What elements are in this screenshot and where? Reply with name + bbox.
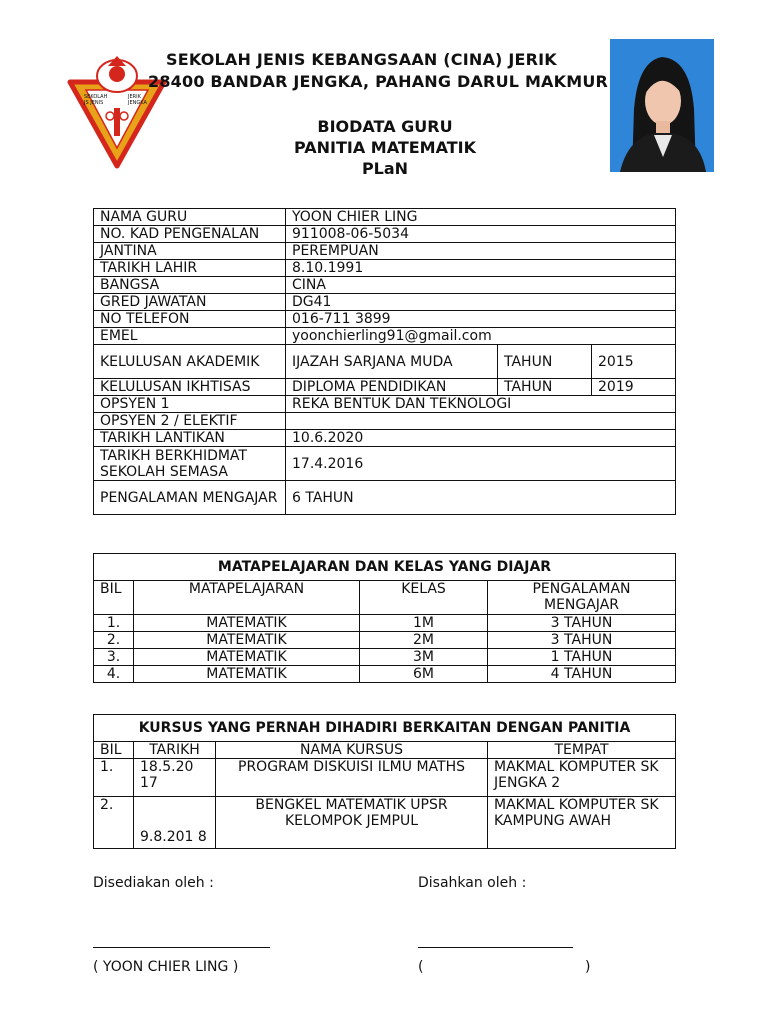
title-panitia: PANITIA MATEMATIK [293, 138, 477, 157]
detail-label: TARIKH BERKHIDMAT SEKOLAH SEMASA [94, 447, 286, 481]
detail-value: CINA [286, 277, 676, 294]
approved-close-paren: ) [585, 959, 591, 975]
subject-cell: 4. [94, 666, 134, 683]
detail-label: BANGSA [94, 277, 286, 294]
title-biodata: BIODATA GURU [317, 117, 453, 136]
detail-row [94, 447, 676, 481]
courses-header: BIL [94, 742, 134, 759]
subject-row [94, 649, 676, 666]
approved-by-label: Disahkan oleh : [418, 875, 527, 891]
subject-cell: 2M [360, 632, 488, 649]
detail-label: PENGALAMAN MENGAJAR [94, 481, 286, 515]
detail-value: YOON CHIER LING [286, 209, 676, 226]
year-label: TAHUN [498, 345, 592, 379]
detail-row [94, 328, 676, 345]
qualification-label: KELULUSAN AKADEMIK [94, 345, 286, 379]
detail-value: 6 TAHUN [286, 481, 676, 515]
detail-label: NO. KAD PENGENALAN [94, 226, 286, 243]
detail-row [94, 243, 676, 260]
subject-cell: 3 TAHUN [488, 632, 676, 649]
approved-signature-line [418, 947, 573, 948]
detail-row [94, 226, 676, 243]
detail-value [286, 413, 676, 430]
qualification-row [94, 379, 676, 396]
detail-label: GRED JAWATAN [94, 294, 286, 311]
school-name: SEKOLAH JENIS KEBANGSAAN (CINA) JERIK [166, 50, 557, 69]
subject-row [94, 615, 676, 632]
qualification-row [94, 345, 676, 379]
course-cell: 9.8.201 8 [134, 797, 216, 849]
course-row [94, 797, 676, 849]
course-cell: PROGRAM DISKUISI ILMU MATHS [216, 759, 488, 797]
detail-row [94, 481, 676, 515]
courses-header-row [94, 742, 676, 759]
course-cell: MAKMAL KOMPUTER SK KAMPUNG AWAH [488, 797, 676, 849]
subject-cell: 3 TAHUN [488, 615, 676, 632]
detail-label: EMEL [94, 328, 286, 345]
courses-header: TEMPAT [488, 742, 676, 759]
subject-cell: 1 TAHUN [488, 649, 676, 666]
subject-row [94, 632, 676, 649]
subjects-header: MATAPELAJARAN [134, 581, 360, 615]
qualification-value: DIPLOMA PENDIDIKAN [286, 379, 498, 396]
detail-row [94, 430, 676, 447]
subject-cell: MATEMATIK [134, 615, 360, 632]
course-row [94, 759, 676, 797]
detail-label: OPSYEN 1 [94, 396, 286, 413]
detail-label: TARIKH LANTIKAN [94, 430, 286, 447]
title-plan: PLaN [361, 159, 409, 178]
subject-cell: 2. [94, 632, 134, 649]
detail-label: NO TELEFON [94, 311, 286, 328]
detail-label: JANTINA [94, 243, 286, 260]
svg-text:JS JENIS: JS JENIS [84, 100, 104, 106]
courses-table [93, 714, 676, 849]
subject-cell: 3M [360, 649, 488, 666]
prepared-by-name: ( YOON CHIER LING ) [93, 959, 239, 975]
subjects-header: KELAS [360, 581, 488, 615]
course-cell: 18.5.20 17 [134, 759, 216, 797]
detail-value: REKA BENTUK DAN TEKNOLOGI [286, 396, 676, 413]
subject-row [94, 666, 676, 683]
detail-value: yoonchierling91@gmail.com [286, 328, 676, 345]
qualification-value: IJAZAH SARJANA MUDA [286, 345, 498, 379]
subject-cell: 4 TAHUN [488, 666, 676, 683]
personal-details-table [93, 208, 676, 515]
detail-label: OPSYEN 2 / ELEKTIF [94, 413, 286, 430]
course-cell: MAKMAL KOMPUTER SK JENGKA 2 [488, 759, 676, 797]
detail-label: NAMA GURU [94, 209, 286, 226]
svg-text:SEKOLAH: SEKOLAH [84, 94, 108, 100]
subjects-header-row [94, 581, 676, 615]
course-cell: 1. [94, 759, 134, 797]
courses-caption-row [94, 715, 676, 742]
detail-row [94, 294, 676, 311]
svg-text:JERIK: JERIK [128, 94, 141, 100]
detail-label: TARIKH LAHIR [94, 260, 286, 277]
detail-row [94, 277, 676, 294]
qualification-label: KELULUSAN IKHTISAS [94, 379, 286, 396]
subject-cell: 1M [360, 615, 488, 632]
detail-value: PEREMPUAN [286, 243, 676, 260]
subject-cell: 6M [360, 666, 488, 683]
subject-cell: MATEMATIK [134, 632, 360, 649]
subject-cell: MATEMATIK [134, 649, 360, 666]
year-label: TAHUN [498, 379, 592, 396]
courses-header: NAMA KURSUS [216, 742, 488, 759]
detail-value: 911008-06-5034 [286, 226, 676, 243]
detail-value: DG41 [286, 294, 676, 311]
subjects-caption: MATAPELAJARAN DAN KELAS YANG DIAJAR [94, 554, 676, 581]
course-cell: BENGKEL MATEMATIK UPSR KELOMPOK JEMPUL [216, 797, 488, 849]
subjects-table [93, 553, 676, 683]
detail-value: 8.10.1991 [286, 260, 676, 277]
detail-value: 17.4.2016 [286, 447, 676, 481]
year-value: 2019 [592, 379, 676, 396]
school-address: 28400 BANDAR JENGKA, PAHANG DARUL MAKMUR [148, 72, 609, 91]
courses-header: TARIKH [134, 742, 216, 759]
detail-row [94, 209, 676, 226]
detail-value: 016-711 3899 [286, 311, 676, 328]
approved-open-paren: ( [418, 959, 424, 975]
svg-text:JENGKA: JENGKA [128, 100, 147, 106]
document-titles [230, 116, 540, 179]
school-header [148, 48, 610, 94]
subjects-header: PENGALAMAN MENGAJAR [488, 581, 676, 615]
prepared-by-label: Disediakan oleh : [93, 875, 214, 891]
detail-row [94, 260, 676, 277]
courses-caption: KURSUS YANG PERNAH DIHADIRI BERKAITAN DENGAN PANITIA [94, 715, 676, 742]
prepared-signature-line [93, 947, 270, 948]
course-cell: 2. [94, 797, 134, 849]
subject-cell: 3. [94, 649, 134, 666]
subject-cell: 1. [94, 615, 134, 632]
detail-row [94, 413, 676, 430]
detail-value: 10.6.2020 [286, 430, 676, 447]
subjects-header: BIL [94, 581, 134, 615]
subjects-caption-row [94, 554, 676, 581]
subject-cell: MATEMATIK [134, 666, 360, 683]
year-value: 2015 [592, 345, 676, 379]
teacher-photo [610, 39, 714, 172]
detail-row [94, 396, 676, 413]
detail-row [94, 311, 676, 328]
